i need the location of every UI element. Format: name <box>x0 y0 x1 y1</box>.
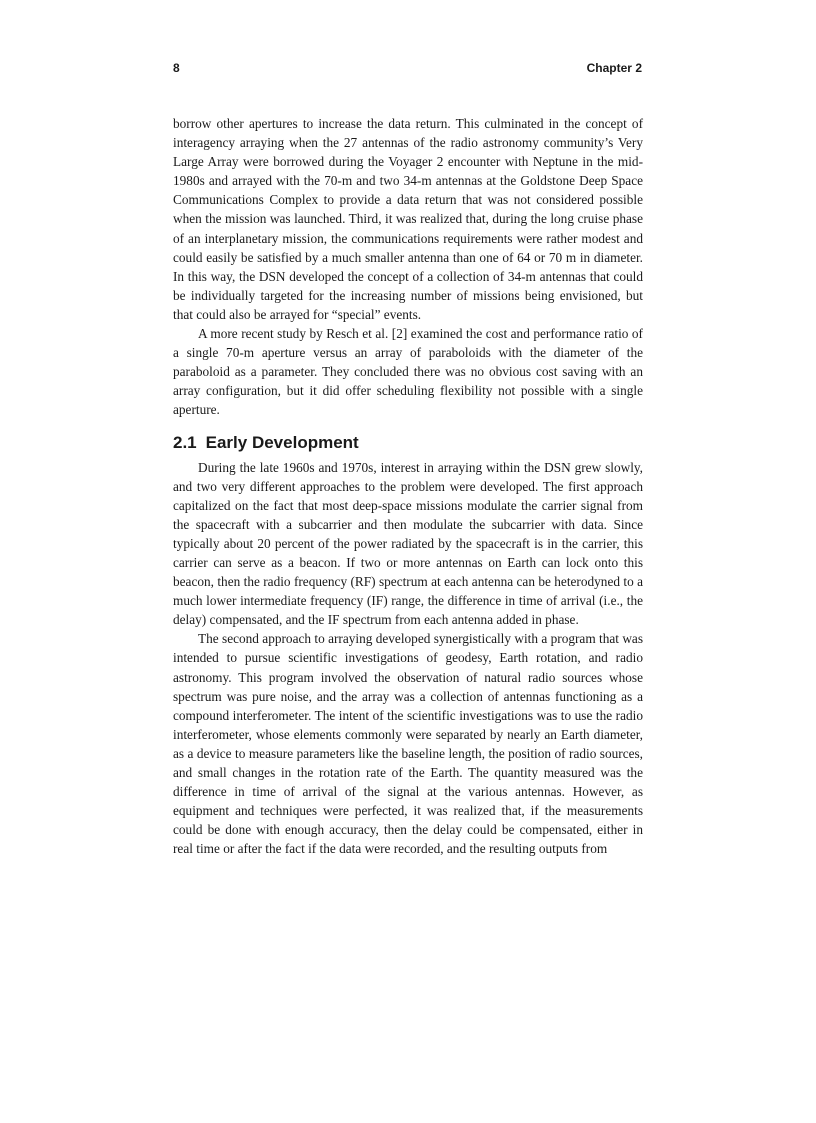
section-title: Early Development <box>205 432 359 452</box>
section-heading <box>173 432 643 454</box>
paragraph: A more recent study by Resch et al. [2] examined the cost and performance ratio of a single 70-m aperture versus an array of paraboloids with the diameter of the paraboloid as a parameter. They concluded there was no obvious cost saving with an array configuration, but it did offer scheduling flexibility not possible with a single aperture. <box>173 326 643 418</box>
running-header <box>173 61 642 79</box>
body-text <box>173 114 643 858</box>
page-number: 8 <box>173 61 180 75</box>
paragraph: The second approach to arraying developed synergistically with a program that was intended to pursue scientific investigations of geodesy, Earth rotation, and radio astronomy. This program involved the observation of natural radio sources whose spectrum was pure noise, and the array was a collection of antennas functioning as a compound interferometer. The intent of the scientific investigations was to use the radio interferometer, whose elements commonly were separated by nearly an Earth diameter, as a device to measure parameters like the baseline length, the position of radio sources, and small changes in the rotation rate of the Earth. The quantity measured was the difference in time of arrival of the signal at the various antennas. However, as equipment and techniques were perfected, it was realized that, if the measurements could be done with enough accuracy, then the delay could be compensated, either in real time or after the fact if the data were recorded, and the resulting outputs from <box>173 631 643 857</box>
paragraph: borrow other apertures to increase the data return. This culminated in the concept of interagency arraying when the 27 antennas of the radio astronomy community’s Very Large Array were borrowed during the Voyager 2 encounter with Neptune in the mid-1980s and arrayed with the 70-m and two 34-m antennas at the Goldstone Deep Space Communications Complex to provide a data return that was not considered possible when the mission was launched. Third, it was realized that, during the long cruise phase of an interplanetary mission, the communications requirements were rather modest and could easily be satisfied by a much smaller antenna than one of 64 or 70 m in diameter. In this way, the DSN developed the concept of a collection of 34-m antennas that could be individually targeted for the increasing number of missions being envisioned, but that could also be arrayed for “special” events. <box>173 116 643 322</box>
chapter-label: Chapter 2 <box>586 61 642 75</box>
paragraph: During the late 1960s and 1970s, interest in arraying within the DSN grew slowly, and two very different approaches to the problem were developed. The first approach capitalized on the fact that most deep-space missions modulate the carrier signal from the spacecraft with a subcarrier and then modulate the subcarrier with data. Since typically about 20 percent of the power radiated by the spacecraft is in the carrier, this carrier can serve as a beacon. If two or more antennas on Earth can lock onto this beacon, then the radio frequency (RF) spectrum at each antenna can be heterodyned to a much lower intermediate frequency (IF) range, the difference in time of arrival (i.e., the delay) compensated, and the IF spectrum from each antenna added in phase. <box>173 459 643 628</box>
section-number: 2.1 <box>173 432 197 452</box>
